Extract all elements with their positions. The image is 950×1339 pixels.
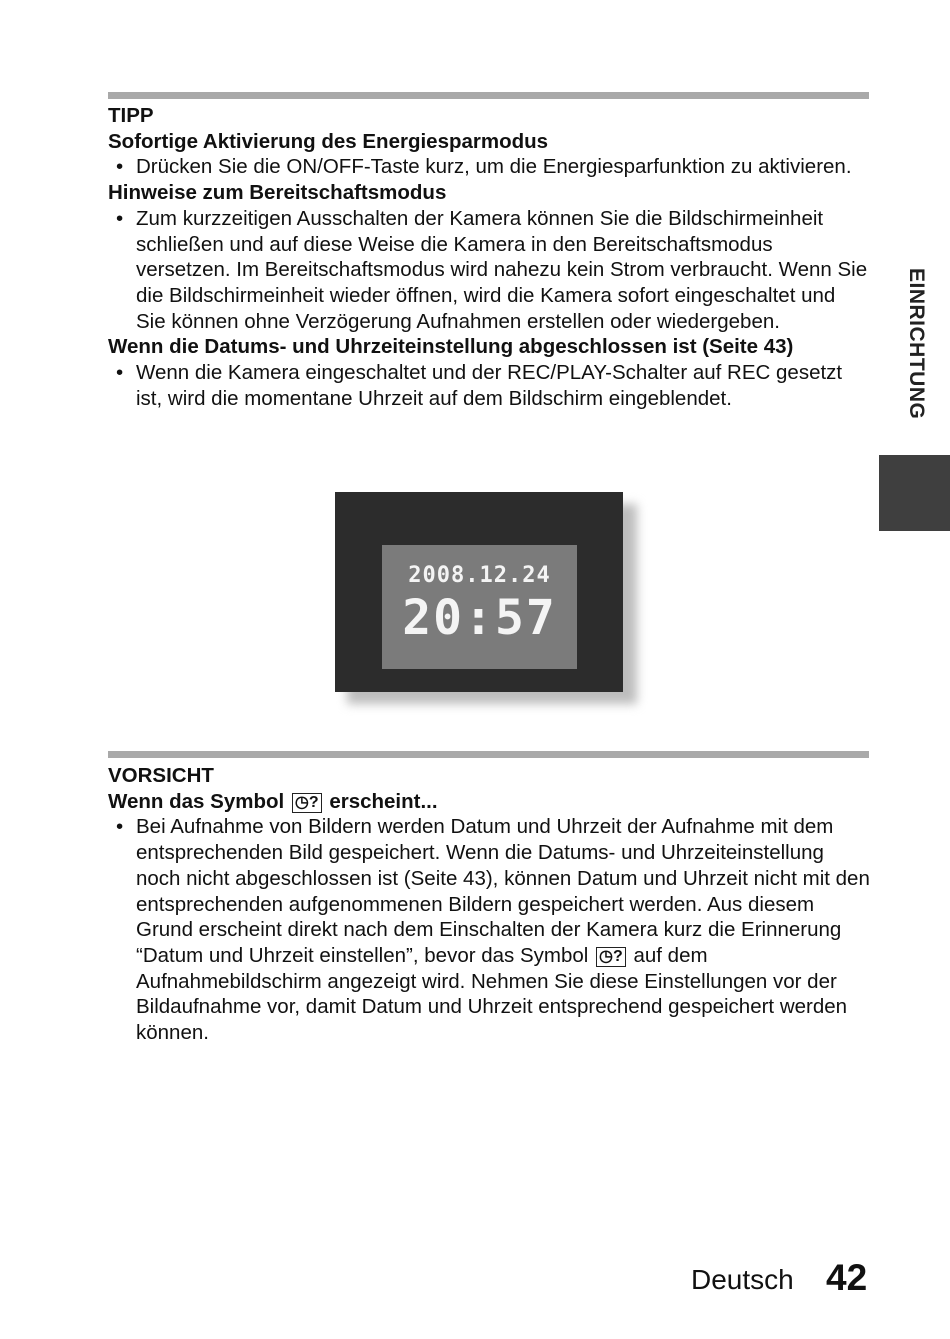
bullet-dot-icon: • bbox=[116, 206, 124, 230]
tip-heading: TIPP bbox=[108, 104, 154, 127]
caution-bullet bbox=[108, 814, 870, 1045]
page-number: 42 bbox=[826, 1257, 868, 1298]
tip-bullet-energy bbox=[108, 154, 870, 180]
caution-text-part2: auf dem Aufnahmebildschirm angezeigt wird. Nehmen Sie diese Einstellungen vor der Bildaufnahme vor, damit Datum und Uhrzeit entsprechend gespeichert werden können. bbox=[136, 943, 848, 1045]
tip-title-datetime: Wenn die Datums- und Uhrzeiteinstellung abgeschlossen ist (Seite 43) bbox=[108, 335, 794, 359]
tip-title-standby: Hinweise zum Bereitschaftsmodus bbox=[108, 181, 447, 205]
tip-title-energy: Sofortige Aktivierung des Energiesparmodus bbox=[108, 129, 549, 153]
tip-text-energy: Drücken Sie die ON/OFF-Taste kurz, um die Energiesparfunktion zu aktivieren. bbox=[136, 155, 852, 179]
tip-section bbox=[108, 103, 870, 411]
lcd-display bbox=[382, 545, 577, 669]
tip-bullet-datetime bbox=[108, 360, 870, 411]
tip-divider bbox=[108, 92, 869, 99]
tip-bullet-standby bbox=[108, 206, 870, 335]
lcd-date: 2008.12.24 bbox=[408, 563, 551, 588]
lcd-time: 20:57 bbox=[402, 590, 557, 646]
caution-section bbox=[108, 763, 870, 1046]
caution-divider bbox=[108, 751, 869, 758]
caution-title-after: erscheint... bbox=[329, 789, 438, 813]
side-tab-marker bbox=[879, 455, 950, 531]
caution-text-part1: Bei Aufnahme von Bildern werden Datum und Uhrzeit der Aufnahme mit dem entsprechenden Bild gespeichert. Wenn die Datums- und Uhrzeiteinstellung noch nicht abgeschlossen ist (Seite 43), können Datum und Uhrzeit nicht mit den entsprechenden aufgenommenen Bildern gespeichert werden. Aus diesem Grund erscheint direkt nach dem Einschalten der Kamera kurz die Erinnerung “Datum und Uhrzeit einstellen”, bevor das Symbol bbox=[136, 815, 870, 967]
tip-text-standby: Zum kurzzeitigen Ausschalten der Kamera können Sie die Bildschirmeinheit schließen und auf diese Weise die Kamera in den Bereitschaftsmodus versetzen. Im Bereitschaftsmodus wird nahezu kein Strom verbraucht. Wenn Sie die Bildschirmeinheit wieder öffnen, wird die Kamera sofort eingeschaltet und Sie können ohne Verzögerung Aufnahmen erstellen oder wiedergeben. bbox=[136, 206, 868, 333]
footer-language: Deutsch bbox=[691, 1264, 794, 1295]
caution-heading: VORSICHT bbox=[108, 764, 214, 787]
bullet-dot-icon: • bbox=[116, 155, 124, 179]
tip-text-datetime: Wenn die Kamera eingeschaltet und der REC/PLAY-Schalter auf REC gesetzt ist, wird die momentane Uhrzeit auf dem Bildschirm eingeblendet. bbox=[136, 361, 843, 410]
clock-question-icon: ◷? bbox=[596, 947, 626, 967]
camera-screen-illustration bbox=[335, 492, 623, 692]
bullet-dot-icon: • bbox=[116, 361, 124, 385]
bullet-dot-icon: • bbox=[116, 815, 124, 839]
clock-question-icon: ◷? bbox=[292, 793, 322, 813]
caution-title-before: Wenn das Symbol bbox=[108, 789, 285, 813]
side-tab-label: EINRICHTUNG bbox=[905, 268, 928, 420]
caution-title bbox=[108, 789, 870, 815]
